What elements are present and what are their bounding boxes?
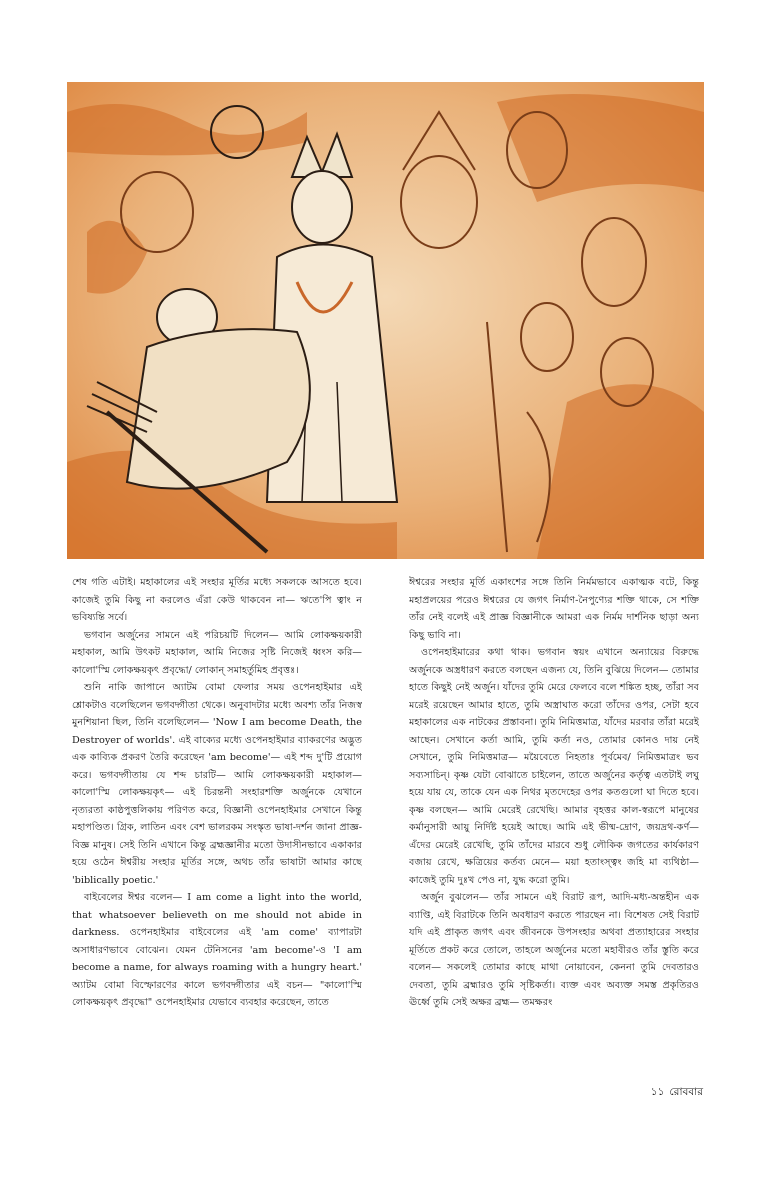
paragraph: শেষ গতি এটাই। মহাকালের এই সংহার মূর্তির মধ্যে সকলকে আসতে হবে। কাজেই তুমি কিছু না করলেও এঁরা কেউ থাকবেন না— ঋতে'পি ত্বাং ন ভবিষ্যন্তি সর্বে। <box>72 577 362 623</box>
paragraph: ঈশ্বরের সংহার মূর্তি একাংশের সঙ্গে তিনি নির্মমভাবে একাত্মক বটে, কিন্তু মহাপ্রলয়ের পরেও ঈশ্বরের যে জগৎ নির্মাণ-নৈপুণ্যের শক্তি থাকে, সে শক্তি তাঁর নেই বলেই এই প্রাজ্ঞ বিজ্ঞানীকে আমরা এক নির্মম দার্শনিক ছাড়া অন্য কিছু ভাবি না। <box>409 577 699 641</box>
article-column-right <box>409 574 699 1074</box>
page-number: ১১ <box>650 1086 665 1098</box>
article-illustration <box>67 82 704 559</box>
section-name: রোববার <box>669 1086 703 1098</box>
paragraph: শুনি নাকি জাপানে অ্যাটম বোমা ফেলার সময় ওপেনহাইমার এই শ্লোকটাও বলেছিলেন ভগবদ্গীতা থেকে। অনুবাদটার মধ্যে অবশ্য তাঁর নিজস্ব মুনশিয়ানা ছিল, তিনি বলেছিলেন— 'Now I am become Death, the Destroyer of worlds'. এই বাক্যের মধ্যে ওপেনহাইমার ব্যাকরণের অদ্ভুত এক কাব্যিক প্রকরণ তৈরি করেছেন 'am become'— এই শব্দ দু'টি প্রয়োগ করে। ভগবদ্গীতায় যে শব্দ চারটি— আমি লোকক্ষয়কারী মহাকাল— কালো'স্মি লোকক্ষয়কৃৎ— এই চিরন্তনী সংহারশক্তি অর্জুনকে যেখানে নৃত্যরতা কাষ্ঠপুত্তলিকায় পরিণত করে, বিজ্ঞানী ওপেনহাইমার সেখানে কিন্তু মহাপণ্ডিত। গ্রিক, লাতিন এবং বেশ ভালরকম সংস্কৃত ভাষা-দর্শন জানা প্রাজ্ঞ-বিজ্ঞ মানুষ। সেই তিনি এখানে কিন্তু ব্রহ্মজ্ঞানীর মতো উদাসীনভাবে একাকার হয়ে ওঠেন ঈশ্বরীয় সংহার মূর্তির সঙ্গে, অথচ তাঁর ভাষাটা আমার কাছে 'biblically poetic.' <box>72 682 362 886</box>
paragraph: ভগবান অর্জুনের সামনে এই পরিচয়টি দিলেন— আমি লোকক্ষয়কারী মহাকাল, আমি উৎকট মহাকাল, আমি নিজের সৃষ্টি নিজেই ধ্বংস করি— কালো'স্মি লোকক্ষয়কৃৎ প্রবৃদ্ধো/ লোকান্ সমাহর্তুমিহ প্রবৃত্তঃ। <box>72 629 362 676</box>
krishna-arjuna-illustration <box>67 82 704 559</box>
paragraph: অর্জুন বুঝলেন— তাঁর সামনে এই বিরাট রূপ, আদি-মধ্য-অন্তহীন এক ব্যাপ্তি, এই বিরাটকে তিনি অবধারণ করতে পারছেন না। বিশেষত সেই বিরাট যদি এই প্রাকৃত জগৎ এবং জীবনকে উপসংহার অথবা প্রত্যাহারের সংহার মূর্তিতে প্রকট করে তোলে, তাহলে অর্জুনের মতো মহাবীরও তাঁর স্তুতি করে বলেন— সকলেই তোমার কাছে মাথা নোয়াবেন, কেননা তুমি দেবতারও দেবতা, তুমি ব্রহ্মারও তুমি সৃষ্টিকর্তা। ব্যক্ত এবং অব্যক্ত সমস্ত প্রকৃতিরও ঊর্ধ্বে তুমি সেই অক্ষর ব্রহ্ম— তমক্ষরং <box>409 892 699 1008</box>
paragraph: বাইবেলের ঈশ্বর বলেন— I am come a light into the world, that whatsoever believeth on me should not abide in darkness. ওপেনহাইমার বাইবেলের এই 'am come' ব্যাপারটা অসাধারণভাবে বোঝেন। যেমন টেনিসনের 'am become'-ও 'I am become a name, for always roaming with a hungry heart.' অ্যাটম বোমা বিস্ফোরণের কালে ভগবদ্গীতার এই বচন— "কালো'স্মি লোকক্ষয়কৃৎ প্রবৃদ্ধো" ওপেনহাইমার যেভাবে ব্যবহার করেছেন, তাতে <box>72 892 362 1008</box>
page-footer <box>607 1085 703 1102</box>
article-column-left <box>72 574 362 1074</box>
paragraph: ওপেনহাইমারের কথা থাক। ভগবান স্বয়ং এখানে অন্যায়ের বিরুদ্ধে অর্জুনকে অস্ত্রধারণ করতে বলছেন এজন্য যে, তিনি বুঝিয়ে দিলেন— তোমার হাতে কিছুই নেই অর্জুন। যাঁদের তুমি মেরে ফেলবে বলে শঙ্কিত হচ্ছ, তাঁরা সব মরেই রয়েছেন আমার হাতে, তুমি অস্ত্রাঘাত করো তাঁদের ওপর, সেটা হবে মহাকালের এক নাটকের প্রস্তাবনা। তুমি নিমিত্তমাত্র, যাঁদের মরবার তাঁরা মরেই আছেন। সেখানে কর্তা আমি, তুমি কর্তা নও, তোমার কোনও দায় নেই সেখানে, তুমি নিমিত্তমাত্র— ময়ৈবেতে নিহতাঃ পূর্বমেব/ নিমিত্তমাত্রং ভব সব্যসাচিন্। কৃষ্ণ যেটা বোঝাতে চাইলেন, তাতে অর্জুনের কর্তৃত্ব এতটাই লঘু হয়ে যায় যে, তাকে যেন এক নিথর মৃতদেহের ওপর কতগুলো ঘা দিতে হবে। কৃষ্ণ বলছেন— আমি মেরেই রেখেছি। আমার বৃহত্তর কাল-স্বরূপে মানুষের কর্মানুসারী আয়ু নির্দিষ্ট হয়েই আছে। আমি এই ভীষ্ম-দ্রোণ, জয়দ্রথ-কর্ণ— এঁদের মেরেই রেখেছি, তুমি তাঁদের মারবে শুধু লৌকিক জগতের কার্যকারণ বজায় রেখে, ক্ষত্রিয়ের কর্তব্য মেনে— ময়া হতাংস্ত্বং জহি মা ব্যথিষ্ঠা— কাজেই তুমি দুঃখ পেও না, যুদ্ধ করো তুমি। <box>409 647 699 886</box>
